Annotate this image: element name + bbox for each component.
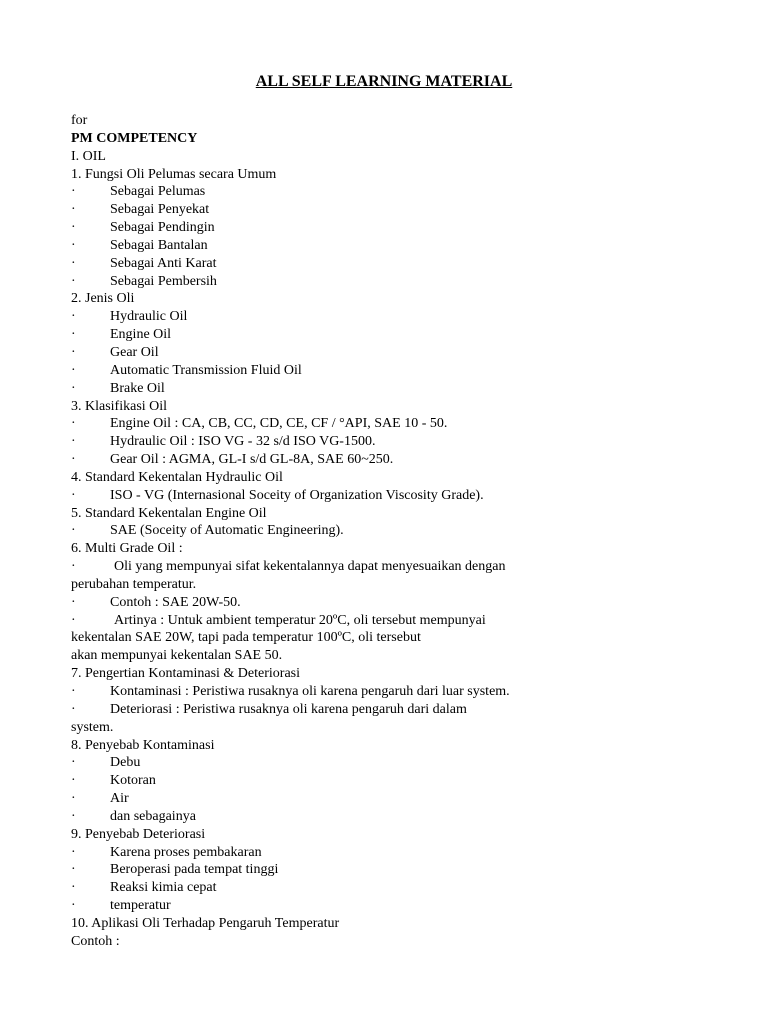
bullet-text: Debu <box>110 755 141 771</box>
bullet-text: temperatur <box>110 898 171 914</box>
text-line: Contoh : <box>71 933 120 949</box>
text-line: 4. Standard Kekentalan Hydraulic Oil <box>71 469 283 485</box>
bullet-item <box>71 433 741 451</box>
bullet-text: Air <box>110 791 129 807</box>
bullet-text: Gear Oil : AGMA, GL-I s/d GL-8A, SAE 60~250. <box>110 452 394 468</box>
bullet-text: Oli yang mempunyai sifat kekentalannya dapat menyesuaikan dengan <box>114 559 506 575</box>
bullet-text: Sebagai Pelumas <box>110 184 206 200</box>
bullet-marker: · <box>71 755 76 771</box>
text-line: I. OIL <box>71 148 106 164</box>
bullet-marker: · <box>71 612 76 628</box>
bullet-marker: · <box>71 380 76 396</box>
bullet-marker: · <box>71 344 76 360</box>
bullet-text: dan sebagainya <box>110 808 196 824</box>
bullet-marker: · <box>71 701 76 717</box>
bullet-item <box>71 594 741 612</box>
bullet-text: ISO - VG (Internasional Soceity of Organization Viscosity Grade). <box>110 487 484 503</box>
text-line: 5. Standard Kekentalan Engine Oil <box>71 505 267 521</box>
bullet-text: Karena proses pembakaran <box>110 844 262 860</box>
bullet-text: Hydraulic Oil <box>110 309 188 325</box>
bullet-item <box>71 790 741 808</box>
bullet-item <box>71 879 741 897</box>
bullet-item <box>71 380 741 398</box>
bullet-marker: · <box>71 523 76 539</box>
bullet-marker: · <box>71 255 76 271</box>
bullet-marker: · <box>71 452 76 468</box>
bullet-text: Sebagai Pembersih <box>110 273 217 289</box>
bullet-marker: · <box>71 684 76 699</box>
text-line: 7. Pengertian Kontaminasi & Deteriorasi <box>71 666 300 682</box>
bullet-item <box>71 255 741 273</box>
bullet-marker: · <box>71 273 76 289</box>
text-line: for <box>71 113 88 128</box>
bullet-item <box>71 612 741 630</box>
bullet-marker: · <box>71 880 76 896</box>
bullet-marker: · <box>71 898 76 914</box>
text-line: 9. Penyebab Deteriorasi <box>71 826 206 842</box>
bullet-item <box>71 701 741 719</box>
bullet-item <box>71 808 741 826</box>
bullet-marker: · <box>71 862 76 878</box>
bullet-marker: · <box>71 808 76 824</box>
text-line: system. <box>71 719 114 735</box>
bullet-marker: · <box>71 220 76 236</box>
bullet-item <box>71 362 741 380</box>
bullet-item <box>71 237 741 255</box>
text-line: 10. Aplikasi Oli Terhadap Pengaruh Temperatur <box>71 915 340 931</box>
bullet-marker: · <box>71 327 76 343</box>
text-line: 8. Penyebab Kontaminasi <box>71 737 215 753</box>
bullet-text: Artinya : Untuk ambient temperatur 20ºC, oli tersebut mempunyai <box>114 612 486 628</box>
bullet-text: Contoh : SAE 20W-50. <box>110 594 241 610</box>
bullet-text: SAE (Soceity of Automatic Engineering). <box>110 523 344 539</box>
bullet-text: Deteriorasi : Peristiwa rusaknya oli karena pengaruh dari dalam <box>110 701 467 717</box>
document-title: ALL SELF LEARNING MATERIAL <box>255 73 513 90</box>
bullet-item <box>71 897 741 915</box>
bullet-marker: · <box>71 184 76 200</box>
bullet-marker: · <box>71 309 76 325</box>
bullet-item <box>71 844 741 862</box>
text-line: 2. Jenis Oli <box>71 291 135 307</box>
bullet-marker: · <box>71 594 76 610</box>
bullet-item <box>71 219 741 237</box>
bullet-item <box>71 451 741 469</box>
text-line: akan mempunyai kekentalan SAE 50. <box>71 648 283 664</box>
bullet-text: Automatic Transmission Fluid Oil <box>110 362 302 378</box>
bullet-item <box>71 522 741 540</box>
bullet-item <box>71 326 741 344</box>
bullet-text: Gear Oil <box>110 344 159 360</box>
text-line: 1. Fungsi Oli Pelumas secara Umum <box>71 166 277 182</box>
bullet-text: Engine Oil : CA, CB, CC, CD, CE, CF / °API, SAE 10 - 50. <box>110 416 448 432</box>
bullet-marker: · <box>71 773 76 789</box>
bullet-item <box>71 861 741 879</box>
document-body <box>71 112 741 951</box>
bullet-marker: · <box>71 844 76 860</box>
text-line: 6. Multi Grade Oil : <box>71 541 183 557</box>
bullet-marker: · <box>71 434 76 450</box>
bullet-text: Hydraulic Oil : ISO VG - 32 s/d ISO VG-1500. <box>110 434 376 450</box>
bullet-marker: · <box>71 416 76 432</box>
bullet-marker: · <box>71 237 76 253</box>
bullet-item <box>71 772 741 790</box>
section-heading: PM COMPETENCY <box>71 130 198 146</box>
bullet-item <box>71 558 741 576</box>
bullet-item <box>71 201 741 219</box>
bullet-text: Sebagai Anti Karat <box>110 255 217 271</box>
bullet-item <box>71 754 741 772</box>
bullet-text: Sebagai Bantalan <box>110 237 208 253</box>
bullet-marker: · <box>71 487 76 503</box>
bullet-item <box>71 344 741 362</box>
bullet-text: Sebagai Pendingin <box>110 220 215 236</box>
bullet-marker: · <box>71 791 76 807</box>
bullet-item <box>71 487 741 505</box>
bullet-item <box>71 683 741 701</box>
bullet-text: Reaksi kimia cepat <box>110 880 217 896</box>
bullet-text: Kotoran <box>110 773 156 789</box>
bullet-text: Engine Oil <box>110 327 172 343</box>
bullet-text: Kontaminasi : Peristiwa rusaknya oli karena pengaruh dari luar system. <box>110 684 510 699</box>
bullet-item <box>71 273 741 291</box>
bullet-marker: · <box>71 559 76 575</box>
text-line: 3. Klasifikasi Oil <box>71 398 168 414</box>
bullet-marker: · <box>71 202 76 218</box>
bullet-marker: · <box>71 362 76 378</box>
bullet-text: Brake Oil <box>110 380 165 396</box>
text-line: kekentalan SAE 20W, tapi pada temperatur 100ºC, oli tersebut <box>71 630 421 646</box>
bullet-item <box>71 415 741 433</box>
text-line: perubahan temperatur. <box>71 576 197 592</box>
bullet-text: Beroperasi pada tempat tinggi <box>110 862 279 878</box>
bullet-item <box>71 183 741 201</box>
bullet-text: Sebagai Penyekat <box>110 202 210 218</box>
bullet-item <box>71 308 741 326</box>
